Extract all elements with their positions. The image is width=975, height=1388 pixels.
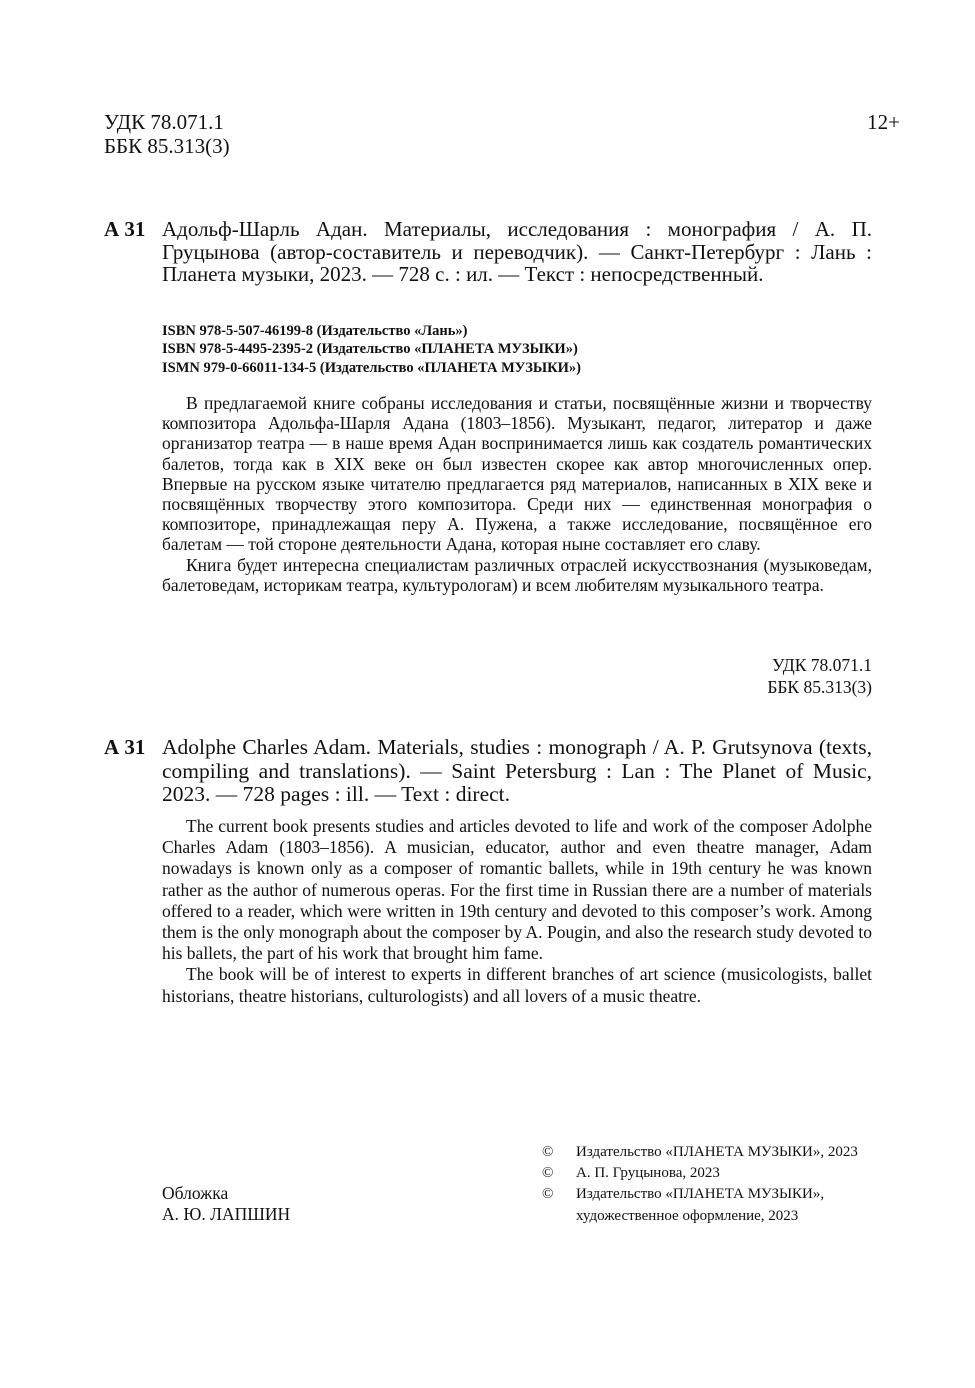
udk-bbk-bottom — [767, 654, 872, 698]
copyright-text: Издательство «ПЛАНЕТА МУЗЫКИ», — [576, 1186, 825, 1203]
age-rating: 12+ — [867, 110, 900, 134]
en-abstract-paragraph: The current book presents studies and articles devoted to life and work of the composer Adolphe Charles Adam (1803–1856). A musician, educator, author and even theatre manager, Adam nowadays is known only as a composer of romantic ballets, while in 19th century he was known rather as the author of numerous operas. For the first time in Russian there are a number of materials offered to a reader, which were written in 19th century and devoted to this composer’s work. Among them is the only monograph about the composer by A. Pougin, and also the research study devoted to his ballets, the part of his work that brought him fame. — [162, 816, 872, 964]
copyright-icon: © — [542, 1165, 554, 1182]
udk-code: УДК 78.071.1 — [772, 655, 872, 675]
ismn-planeta: ISMN 979-0-66011-134-5 (Издательство «ПЛАНЕТА МУЗЫКИ») — [162, 359, 581, 376]
udk-code: УДК 78.071.1 — [104, 110, 224, 134]
ru-heading: Адольф-Шарль Адан. Материалы, исследования : монография / А. П. Груцынова (автор-составитель и переводчик). — Санкт-Петербург : Лань : Планета музыки, 2023. — 728 с. : ил. — Текст : непосредственный. — [162, 217, 872, 287]
copyright-line — [542, 1142, 858, 1163]
ru-abstract-paragraph: Книга будет интересна специалистам различных отраслей искусствознания (музыковедам, балетоведам, историкам театра, культурологам) и всем любителям музыкального театра. — [162, 554, 872, 595]
bbk-code: ББК 85.313(3) — [104, 134, 230, 158]
identifiers — [162, 322, 872, 377]
ru-bibliographic-entry — [104, 218, 872, 286]
copyright-line — [542, 1184, 858, 1205]
isbn-planeta: ISBN 978-5-4495-2395-2 (Издательство «ПЛАНЕТА МУЗЫКИ») — [162, 341, 578, 358]
en-abstract-paragraph: The book will be of interest to experts in different branches of art science (musicologists, ballet historians, theatre historians, culturologists) and all lovers of a music theatre. — [162, 964, 872, 1006]
en-bibliographic-entry — [104, 736, 872, 807]
en-abstract — [162, 816, 872, 1007]
copyright-icon: © — [542, 1186, 554, 1203]
author-mark: А 31 — [104, 735, 146, 759]
copyright-text: А. П. Груцынова, 2023 — [576, 1165, 720, 1182]
copyright-text: Издательство «ПЛАНЕТА МУЗЫКИ», 2023 — [576, 1144, 858, 1160]
copyright-line — [542, 1163, 858, 1184]
en-heading: Adolphe Charles Adam. Materials, studies : monograph / A. P. Grutsynova (texts, compiling and translations). — Saint Petersburg : Lan : The Planet of Music, 2023. — 728 pages : ill. — Text : direct. — [162, 735, 872, 806]
copyright-icon: © — [542, 1144, 554, 1160]
cover-artist: А. Ю. ЛАПШИН — [162, 1204, 291, 1224]
ru-abstract-paragraph: В предлагаемой книге собраны исследования и статьи, посвящённые жизни и творчеству композитора Адольфа-Шарля Адана (1803–1856). Музыкант, педагог, литератор и даже организатор театра — в наше время Адан воспринимается лишь как создатель романтических балетов, тогда как в XIX веке он был известен скорее как автор многочисленных опер. Впервые на русском языке читателю предлагается ряд материалов, написанных в XIX веке и посвящённых творчеству этого композитора. Среди них — единственная монография о композиторе, принадлежащая перу А. Пужена, а также исследование, посвящённое его балетам — той стороне деятельности Адана, которая ныне составляет его славу. — [162, 393, 872, 555]
copyright-text: художественное оформление, 2023 — [576, 1207, 799, 1224]
copyright-notices — [542, 1142, 858, 1227]
cover-label: Обложка — [162, 1183, 229, 1203]
author-mark: А 31 — [104, 217, 146, 241]
ru-abstract — [162, 393, 872, 595]
isbn-lan: ISBN 978-5-507-46199-8 (Издательство «Лань») — [162, 323, 468, 339]
bbk-code: ББК 85.313(3) — [767, 677, 872, 697]
copyright-continuation — [542, 1206, 858, 1227]
cover-credit — [162, 1183, 290, 1225]
udk-bbk-top — [104, 110, 230, 158]
